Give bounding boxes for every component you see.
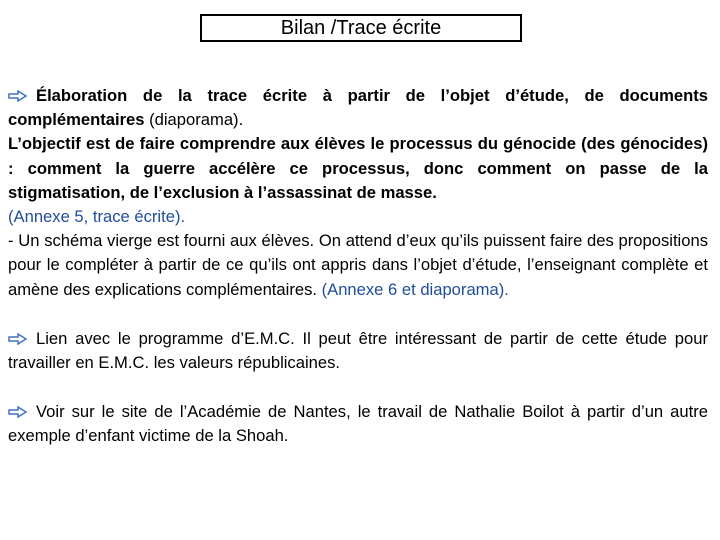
academie-nantes-text: Voir sur le site de l’Académie de Nantes, le travail de Nathalie Boilot à partir d’un autre exemple d’enfant victime de la Shoah. bbox=[8, 402, 708, 446]
emc-link-text: Lien avec le programme d’E.M.C. Il peut être intéressant de partir de cette étude pour travailler en E.M.C. les valeurs républicaines. bbox=[8, 328, 708, 373]
page-title-box bbox=[200, 14, 522, 42]
elaboration-lead: Élaboration de la trace écrite à partir de l’objet d’étude, de documents complémentaires bbox=[8, 86, 708, 130]
hollow-right-arrow-icon bbox=[8, 90, 28, 102]
annex-6-reference: (Annexe 6 et diaporama). bbox=[321, 279, 509, 299]
section-elaboration bbox=[8, 84, 708, 132]
objective-text: L’objectif est de faire comprendre aux élèves le processus du génocide (des génocides) : comment la guerre accélère ce processus, donc comment on passe de la stigmatisation, de l’exclusion à l’assassinat de masse. bbox=[8, 134, 708, 202]
annex-5-reference: (Annexe 5, trace écrite). bbox=[8, 207, 186, 227]
document-body bbox=[8, 84, 708, 449]
section-emc-link bbox=[8, 327, 708, 375]
schema-text: - Un schéma vierge est fourni aux élèves. On attend d’eux qu’ils puissent faire des propositions pour le compléter à partir de ce qu’ils ont appris dans l’objet d’étude, l’enseignant complète et amène des explications complémentaires. bbox=[8, 231, 708, 299]
section-academie-nantes bbox=[8, 400, 708, 448]
schema-paragraph bbox=[8, 229, 708, 302]
spacer bbox=[8, 375, 708, 400]
spacer bbox=[8, 302, 708, 327]
hollow-right-arrow-icon bbox=[8, 406, 28, 418]
page-title: Bilan /Trace écrite bbox=[280, 16, 442, 39]
hollow-right-arrow-icon bbox=[8, 333, 28, 345]
elaboration-lead-rest: (diaporama). bbox=[144, 110, 244, 130]
